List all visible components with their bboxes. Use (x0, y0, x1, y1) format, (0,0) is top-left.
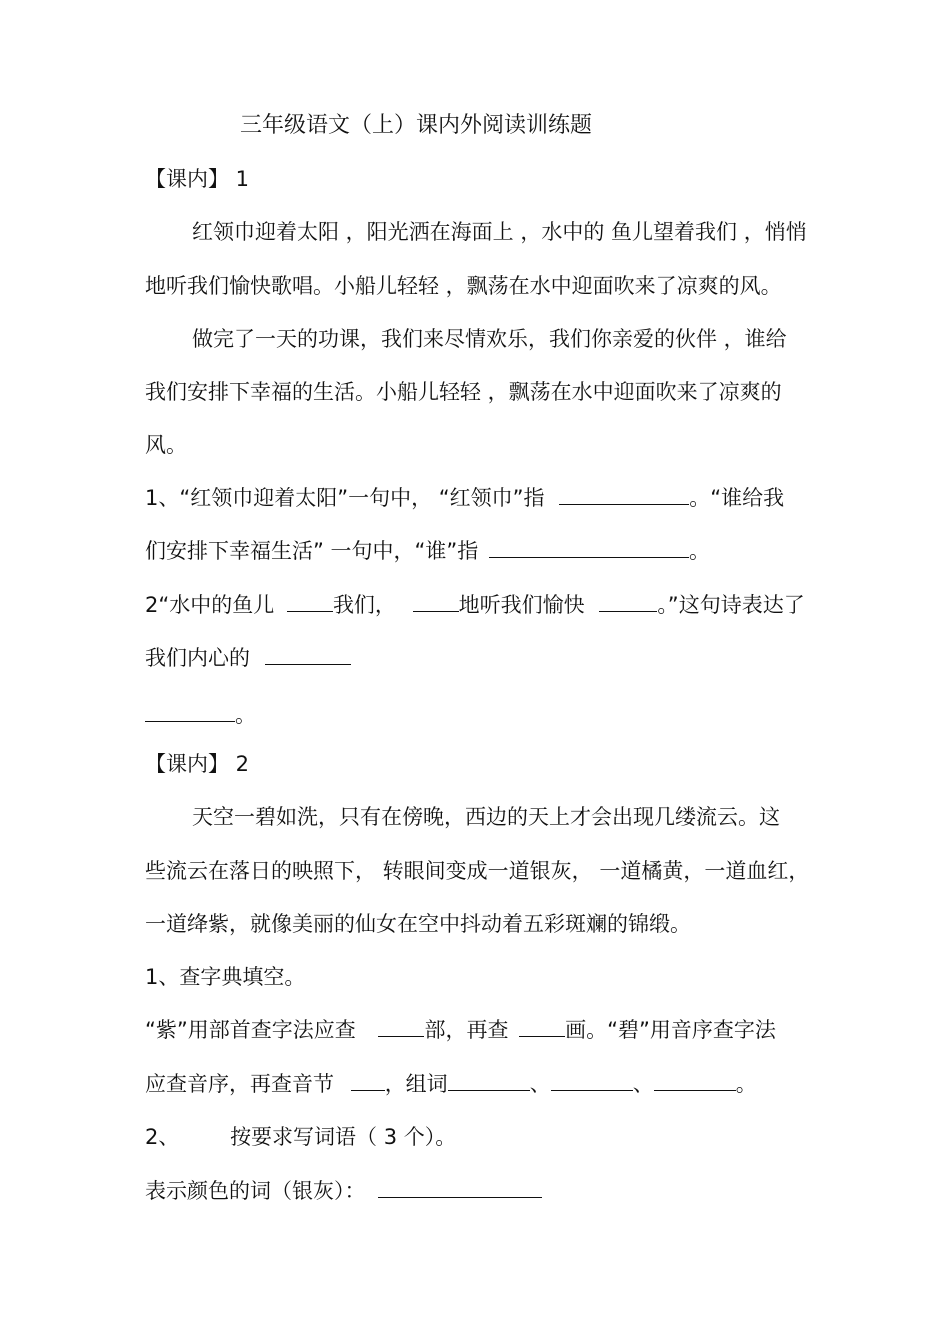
answer-blank[interactable] (351, 1070, 385, 1091)
answer-blank[interactable] (551, 1070, 633, 1091)
question-text: ，组词 (384, 1072, 448, 1096)
question-text: 。 (235, 703, 256, 727)
answer-blank[interactable] (519, 1016, 565, 1037)
question-2-2-line-1 (145, 1123, 456, 1151)
question-2-1-line-2 (145, 1070, 757, 1098)
question-2-line-2 (145, 644, 351, 672)
question-text: 1、“红领巾迎着太阳”一句中， “红领巾”指 (145, 486, 545, 510)
question-number: 2、 (145, 1125, 180, 1149)
section-heading-1: 【课内】 1 (145, 167, 250, 191)
passage-1-line-4: 我们安排下幸福的生活。小船儿轻轻 ，飘荡在水中迎面吹来了凉爽的 (145, 380, 782, 404)
question-2-line-1 (145, 591, 805, 619)
passage-1-line-2: 地听我们愉快歌唱。小船儿轻轻 ，飘荡在水中迎面吹来了凉爽的风。 (145, 274, 782, 298)
answer-blank[interactable] (145, 701, 235, 722)
question-text: 按要求写词语（ 3 个）。 (230, 1125, 457, 1149)
question-text: 我们内心的 (145, 646, 250, 670)
question-text: 部，再查 (424, 1018, 509, 1042)
question-text: 表示颜色的词（银灰）： (145, 1179, 366, 1203)
question-text: 。“谁给我 (689, 486, 785, 510)
question-text: 。”这句诗表达了 (657, 593, 805, 617)
question-text: 。 (689, 539, 710, 563)
separator: 、 (529, 1072, 551, 1096)
answer-blank[interactable] (654, 1070, 736, 1091)
question-1-line-1 (145, 484, 784, 512)
answer-blank[interactable] (287, 591, 333, 612)
passage-2-line-3: 一道绛紫，就像美丽的仙女在空中抖动着五彩斑斓的锦缎。 (145, 912, 691, 936)
answer-blank[interactable] (378, 1016, 424, 1037)
question-2-2-line-2 (145, 1177, 542, 1205)
question-text: 们安排下幸福生活” 一句中，“谁”指 (145, 539, 479, 563)
answer-blank[interactable] (448, 1070, 530, 1091)
question-text: 应查音序，再查音节 (145, 1072, 334, 1096)
passage-2-line-1: 天空一碧如洗，只有在傍晚，西边的天上才会出现几缕流云。这 (192, 805, 780, 829)
question-2-1-title: 1、查字典填空。 (145, 965, 306, 989)
answer-blank[interactable] (265, 644, 351, 665)
answer-blank[interactable] (599, 591, 657, 612)
question-text: 。 (735, 1072, 757, 1096)
question-text: 2“水中的鱼儿 (145, 593, 275, 617)
question-2-line-3 (145, 701, 256, 729)
answer-blank[interactable] (489, 537, 689, 558)
passage-1-line-1: 红领巾迎着太阳 ，阳光洒在海面上 ，水中的 鱼儿望着我们 ，悄悄 (192, 220, 807, 244)
passage-1-line-5: 风。 (145, 433, 187, 457)
passage-2-line-2: 些流云在落日的映照下， 转眼间变成一道银灰， 一道橘黄，一道血红， (145, 859, 810, 883)
question-2-1-line-1 (145, 1016, 776, 1044)
passage-1-line-3: 做完了一天的功课，我们来尽情欢乐，我们你亲爱的伙伴 ，谁给 (192, 327, 787, 351)
question-1-line-2 (145, 537, 710, 565)
answer-blank[interactable] (559, 484, 689, 505)
question-text: 地听我们愉快 (458, 593, 585, 617)
page-title: 三年级语文（上）课内外阅读训练题 (240, 113, 593, 138)
question-text: 我们， (332, 593, 396, 617)
question-text: 画。“碧”用音序查字法 (565, 1018, 776, 1042)
separator: 、 (632, 1072, 654, 1096)
question-text: “紫”用部首查字法应查 (145, 1018, 356, 1042)
answer-blank[interactable] (413, 591, 459, 612)
section-heading-2: 【课内】 2 (145, 752, 250, 776)
answer-blank[interactable] (378, 1177, 542, 1198)
